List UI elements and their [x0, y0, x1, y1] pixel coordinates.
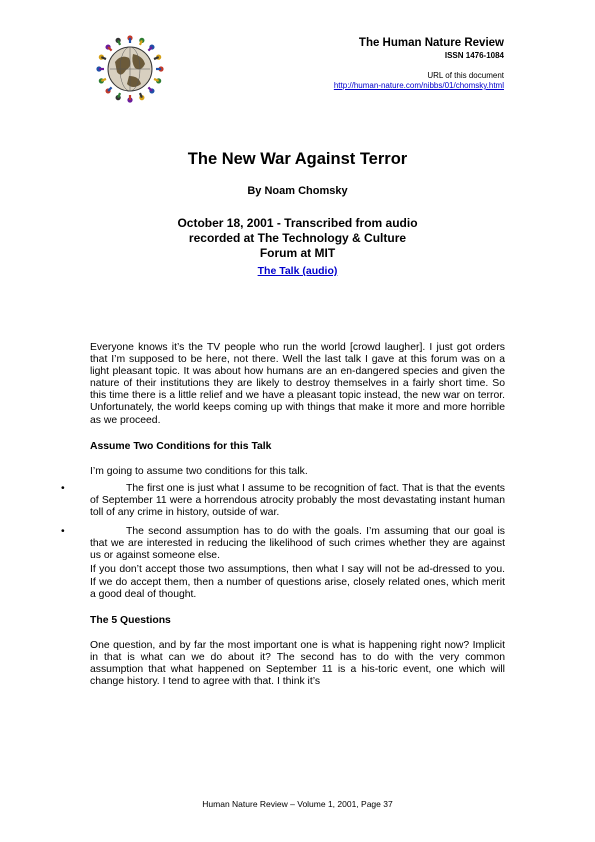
paragraph-questions: One question, and by far the most important one is what is happening right now? Implicit in that is what can we do about it? The second has to do with the very common assumption that what happened on September 11 is a his-toric event, one which will change history. I tend to agree with that. I think it’s: [90, 639, 505, 688]
article-author: By Noam Chomsky: [247, 185, 348, 197]
bullet-icon: •: [61, 526, 65, 538]
list-item-text: The second assumption has to do with the goals. I’m assuming that our goal is that we are interested in reducing the likelihood of such crimes whether they are against us or against someone else.: [90, 526, 505, 562]
article-body: [61, 342, 505, 688]
paragraph-conditions: I’m going to assume two conditions for this talk.: [90, 465, 308, 477]
section-heading-questions: The 5 Questions: [90, 614, 171, 626]
talk-audio-link[interactable]: The Talk (audio): [257, 265, 338, 277]
logo-figure-body: [108, 87, 112, 91]
dateline-line-2: recorded at The Technology & Culture: [188, 231, 407, 245]
paragraph-intro: Everyone knows it’s the TV people who run the world [crowd laugher]. I just got orders that I’m supposed to be here, not there. Well the last talk I gave at this forum was on a light pleasant topic. It was about how humans are an en-dangered species and given the nature of their institutions they are likely to destroy themselves in a fairly short time. So this time there is a little relief and we have a pleasant topic instead, the new war on terror. Unfortunately, the world keeps coming up with things that make it more and more horrible as we proceed.: [90, 342, 505, 426]
dateline-line-3: Forum at MIT: [259, 246, 336, 260]
list-item-text: The first one is just what I assume to be recognition of fact. That is that the events of September 11 were a horrendous atrocity probably the most devastating instant human toll of any crime in history, outside of war.: [90, 482, 505, 519]
list-item: [61, 526, 505, 562]
globe-ring-of-people-logo: [93, 32, 167, 106]
url-label: URL of this document: [427, 71, 504, 80]
issn: ISSN 1476-1084: [444, 51, 504, 60]
logo-figure-body: [148, 87, 152, 91]
logo-figure-body: [108, 47, 112, 51]
list-item: [61, 482, 505, 519]
section-heading-conditions: Assume Two Conditions for this Talk: [90, 440, 272, 452]
journal-header: [334, 37, 504, 91]
article-title: The New War Against Terror: [187, 150, 408, 168]
bullet-icon: •: [61, 482, 65, 494]
page-footer: Human Nature Review – Volume 1, 2001, Page 37: [202, 799, 393, 809]
document-url-link[interactable]: http://human-nature.com/nibbs/01/chomsky.html: [333, 81, 504, 90]
dateline-line-1: October 18, 2001 - Transcribed from audio: [177, 216, 418, 230]
journal-title: The Human Nature Review: [358, 37, 504, 49]
logo-figure-body: [148, 47, 152, 51]
paragraph-assumptions: If you don’t accept those two assumptions, then what I say will not be ad-dressed to you. If we do accept them, then a number of questions arise, closely related ones, which merit a good deal of thought.: [90, 564, 505, 600]
article-dateline: [0, 216, 595, 261]
